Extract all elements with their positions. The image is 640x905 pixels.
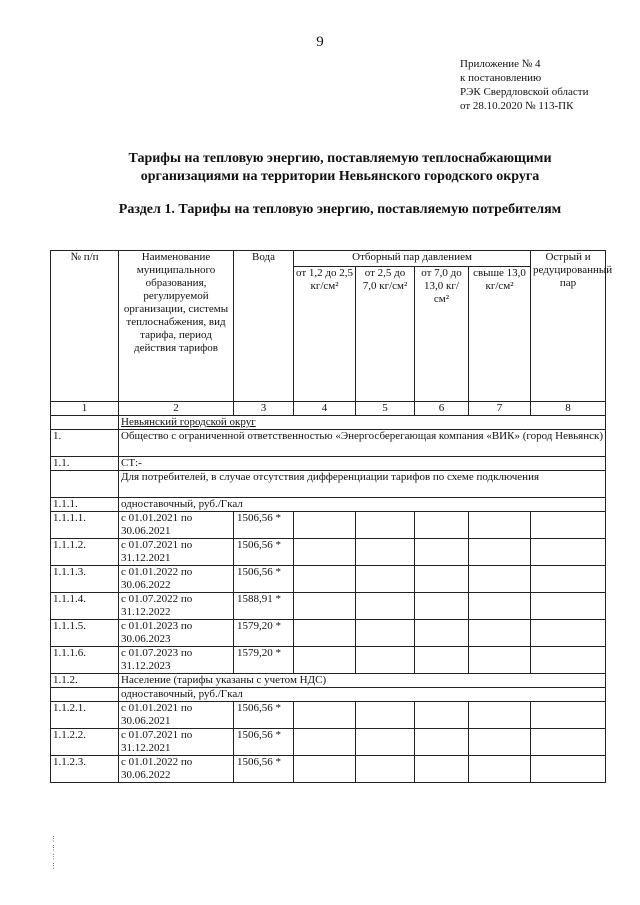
tariff-type-label: одноставочный, руб./Гкал: [119, 688, 606, 702]
row-number: 1.1.1.5.: [51, 620, 119, 647]
title-line: Тарифы на тепловую энергию, поставляемую теплоснабжающими: [128, 151, 552, 166]
column-number: 6: [415, 402, 469, 416]
column-number-row: [51, 402, 606, 416]
period: с 01.07.2022 по 31.12.2022: [119, 593, 234, 620]
appendix-line: РЭК Свердловской области: [460, 86, 589, 98]
system-row: [51, 457, 606, 471]
header-sharp-steam: Острый и редуцированный пар: [531, 251, 606, 402]
period: с 01.07.2021 по 31.12.2021: [119, 729, 234, 756]
table-row: [51, 756, 606, 783]
header-name: Наименование муниципального образования, регулируемой организации, системы теплоснабжения, вид тарифа, период действия тарифов: [119, 251, 234, 402]
population-label: Население (тарифы указаны с учетом НДС): [119, 674, 606, 688]
table-row: [51, 729, 606, 756]
period: с 01.07.2021 по 31.12.2021: [119, 539, 234, 566]
period: с 01.01.2021 по 30.06.2021: [119, 702, 234, 729]
water-tariff-value: 1579,20 *: [234, 620, 294, 647]
tariff-type-row: [51, 688, 606, 702]
consumers-note: Для потребителей, в случае отсутствия дифференциации тарифов по схеме подключения: [119, 471, 606, 498]
row-number: 1.1.1.: [51, 498, 119, 512]
page-number: 9: [316, 34, 324, 50]
table-row: [51, 702, 606, 729]
row-number: 1.1.1.3.: [51, 566, 119, 593]
region-name: Невьянский городской округ: [119, 416, 606, 430]
period: с 01.01.2022 по 30.06.2022: [119, 756, 234, 783]
row-number: 1.1.2.1.: [51, 702, 119, 729]
row-number: 1.1.2.: [51, 674, 119, 688]
organization-row: [51, 430, 606, 457]
system-name: СТ:-: [119, 457, 606, 471]
header-pressure-4: свыше 13,0 кг/см²: [469, 267, 531, 402]
title-line: организациями на территории Невьянского городского округа: [140, 169, 540, 184]
water-tariff-value: 1506,56 *: [234, 756, 294, 783]
water-tariff-value: 1506,56 *: [234, 702, 294, 729]
header-steam: Отборный пар давлением: [294, 251, 531, 267]
header-number: № п/п: [51, 251, 119, 402]
header-pressure-1: от 1,2 до 2,5 кг/см²: [294, 267, 356, 402]
row-number: 1.1.1.2.: [51, 539, 119, 566]
row-number: 1.1.2.2.: [51, 729, 119, 756]
document-title: [60, 150, 620, 186]
margin-marks: ⋮ ⋮ ⋮ ⋮: [50, 835, 57, 870]
header-pressure-2: от 2,5 до 7,0 кг/см²: [356, 267, 415, 402]
tariff-table: [50, 250, 613, 783]
period: с 01.01.2022 по 30.06.2022: [119, 566, 234, 593]
column-number: 5: [356, 402, 415, 416]
water-tariff-value: 1506,56 *: [234, 512, 294, 539]
section-title: Раздел 1. Тарифы на тепловую энергию, поставляемую потребителям: [118, 202, 562, 217]
column-number: 1: [51, 402, 119, 416]
row-number: 1.: [51, 430, 119, 457]
row-number: 1.1.1.4.: [51, 593, 119, 620]
table-row: [51, 620, 606, 647]
appendix-line: от 28.10.2020 № 113-ПК: [460, 100, 574, 112]
header-pressure-3: от 7,0 до 13,0 кг/см²: [415, 267, 469, 402]
row-number: 1.1.1.1.: [51, 512, 119, 539]
table-row: [51, 647, 606, 674]
column-number: 2: [119, 402, 234, 416]
water-tariff-value: 1506,56 *: [234, 566, 294, 593]
header-water: Вода: [234, 251, 294, 402]
row-number: 1.1.: [51, 457, 119, 471]
population-row: [51, 674, 606, 688]
table-row: [51, 539, 606, 566]
appendix-line: к постановлению: [460, 72, 542, 84]
column-number: 7: [469, 402, 531, 416]
table-row: [51, 593, 606, 620]
period: с 01.01.2023 по 30.06.2023: [119, 620, 234, 647]
water-tariff-value: 1506,56 *: [234, 539, 294, 566]
water-tariff-value: 1506,56 *: [234, 729, 294, 756]
water-tariff-value: 1588,91 *: [234, 593, 294, 620]
appendix-line: Приложение № 4: [460, 58, 541, 70]
water-tariff-value: 1579,20 *: [234, 647, 294, 674]
region-row: [51, 416, 606, 430]
row-number: 1.1.1.6.: [51, 647, 119, 674]
organization-name: Общество с ограниченной ответственностью «Энергосберегающая компания «ВИК» (город Невьянск): [119, 430, 606, 457]
row-number: 1.1.2.3.: [51, 756, 119, 783]
period: с 01.07.2023 по 31.12.2023: [119, 647, 234, 674]
column-number: 4: [294, 402, 356, 416]
appendix-note: [460, 57, 588, 113]
period: с 01.01.2021 по 30.06.2021: [119, 512, 234, 539]
column-number: 3: [234, 402, 294, 416]
table-row: [51, 566, 606, 593]
consumers-note-row: [51, 471, 606, 498]
column-number: 8: [531, 402, 606, 416]
tariff-type-row: [51, 498, 606, 512]
table-row: [51, 512, 606, 539]
tariff-type-label: одноставочный, руб./Гкал: [119, 498, 606, 512]
